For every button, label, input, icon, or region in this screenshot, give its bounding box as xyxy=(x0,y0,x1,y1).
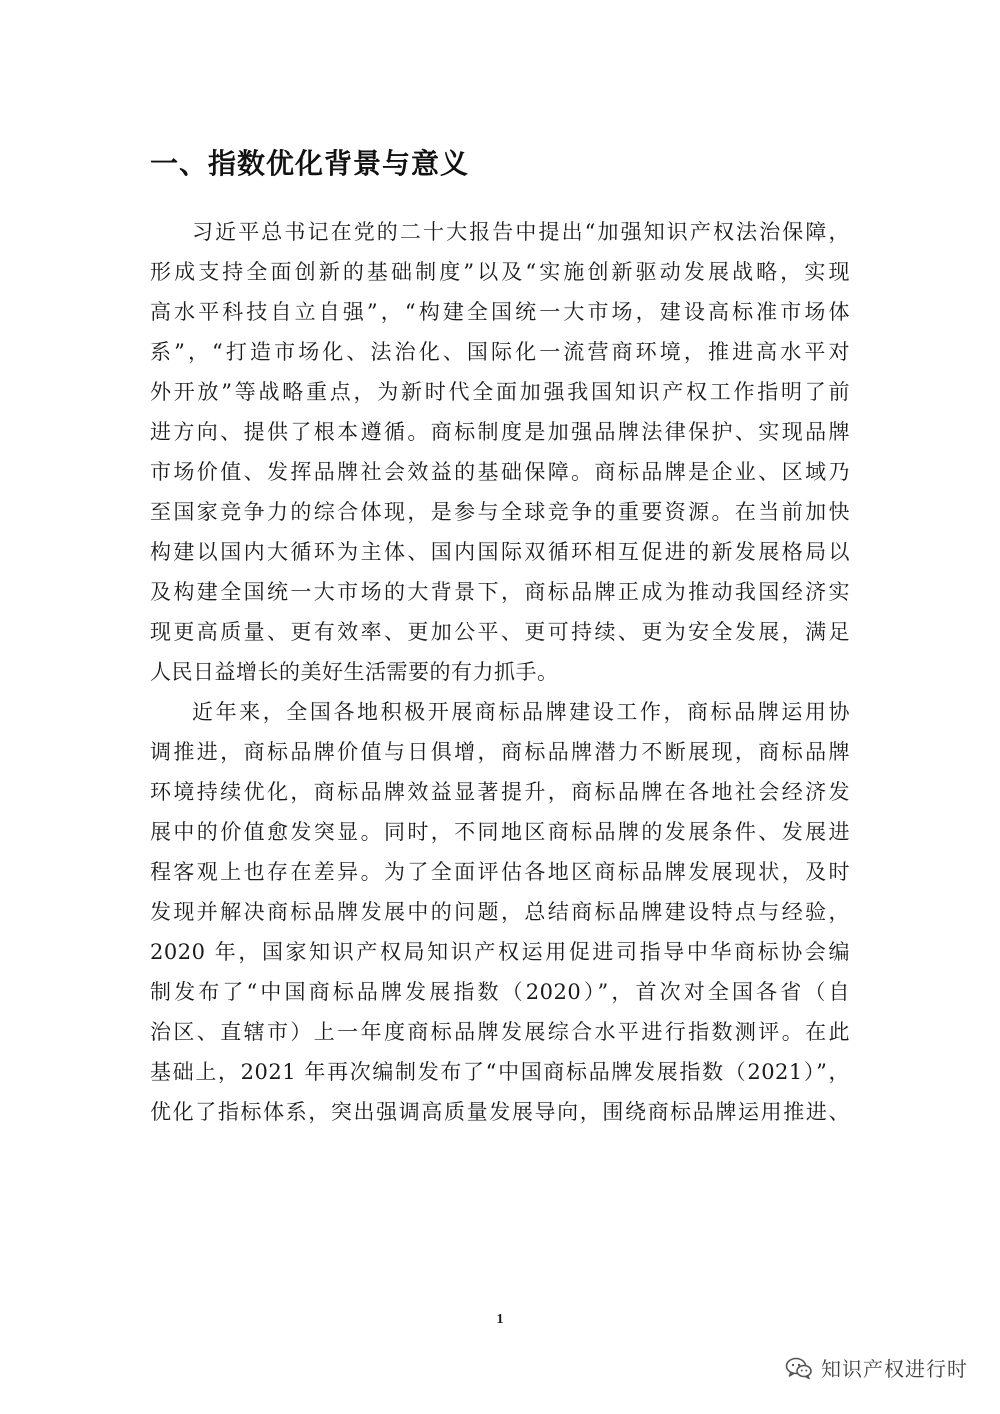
paragraph-2-line: 治区、直辖市）上一年度商标品牌发展综合水平进行指数测评。在此 xyxy=(150,1020,850,1044)
paragraph-1-line: 现更高质量、更有效率、更加公平、更可持续、更为安全发展，满足 xyxy=(150,620,850,644)
wechat-icon xyxy=(785,1356,813,1380)
paragraph-2-line: 程客观上也存在差异。为了全面评估各地区商标品牌发展现状，及时 xyxy=(150,860,850,884)
section-heading: 一、指数优化背景与意义 xyxy=(150,147,470,180)
paragraph-1-line: 至国家竞争力的综合体现，是参与全球竞争的重要资源。在当前加快 xyxy=(150,500,850,524)
paragraph-2-line: 基础上，2021 年再次编制发布了“中国商标品牌发展指数（2021）”， xyxy=(150,1060,850,1084)
paragraph-2-line: 环境持续优化，商标品牌效益显著提升，商标品牌在各地社会经济发 xyxy=(150,780,850,804)
paragraph-1-line: 构建以国内大循环为主体、国内国际双循环相互促进的新发展格局以 xyxy=(150,540,850,564)
paragraph-2-line: 展中的价值愈发突显。同时，不同地区商标品牌的发展条件、发展进 xyxy=(150,820,850,844)
watermark-text: 知识产权进行时 xyxy=(821,1357,968,1381)
paragraph-2-line: 发现并解决商标品牌发展中的问题，总结商标品牌建设特点与经验， xyxy=(150,900,850,924)
paragraph-2-line: 2020 年，国家知识产权局知识产权运用促进司指导中华商标协会编 xyxy=(150,940,850,964)
body-text xyxy=(150,212,850,1132)
paragraph-1-line: 外开放”等战略重点，为新时代全面加强我国知识产权工作指明了前 xyxy=(150,380,850,404)
paragraph-1-line: 市场价值、发挥品牌社会效益的基础保障。商标品牌是企业、区域乃 xyxy=(150,460,850,484)
wechat-watermark xyxy=(785,1353,968,1382)
paragraph-1-line: 高水平科技自立自强”，“构建全国统一大市场，建设高标准市场体 xyxy=(150,300,850,324)
paragraph-2-line: 制发布了“中国商标品牌发展指数（2020）”，首次对全国各省（自 xyxy=(150,980,850,1004)
paragraph-2-line: 优化了指标体系，突出强调高质量发展导向，围绕商标品牌运用推进、 xyxy=(150,1100,850,1124)
paragraph-2-line: 调推进，商标品牌价值与日俱增，商标品牌潜力不断展现，商标品牌 xyxy=(150,740,850,764)
page-number: 1 xyxy=(496,1312,504,1327)
paragraph-1-line: 系”，“打造市场化、法治化、国际化一流营商环境，推进高水平对 xyxy=(150,340,850,364)
paragraph-1-line: 人民日益增长的美好生活需要的有力抓手。 xyxy=(150,660,559,684)
paragraph-1-line: 及构建全国统一大市场的大背景下，商标品牌正成为推动我国经济实 xyxy=(150,580,850,604)
paragraph-2-line: 近年来，全国各地积极开展商标品牌建设工作，商标品牌运用协 xyxy=(192,700,850,724)
paragraph-1-line: 进方向、提供了根本遵循。商标制度是加强品牌法律保护、实现品牌 xyxy=(150,420,850,444)
paragraph-1-line: 习近平总书记在党的二十大报告中提出“加强知识产权法治保障， xyxy=(192,220,850,244)
paragraph-1-line: 形成支持全面创新的基础制度”以及“实施创新驱动发展战略，实现 xyxy=(150,260,850,284)
